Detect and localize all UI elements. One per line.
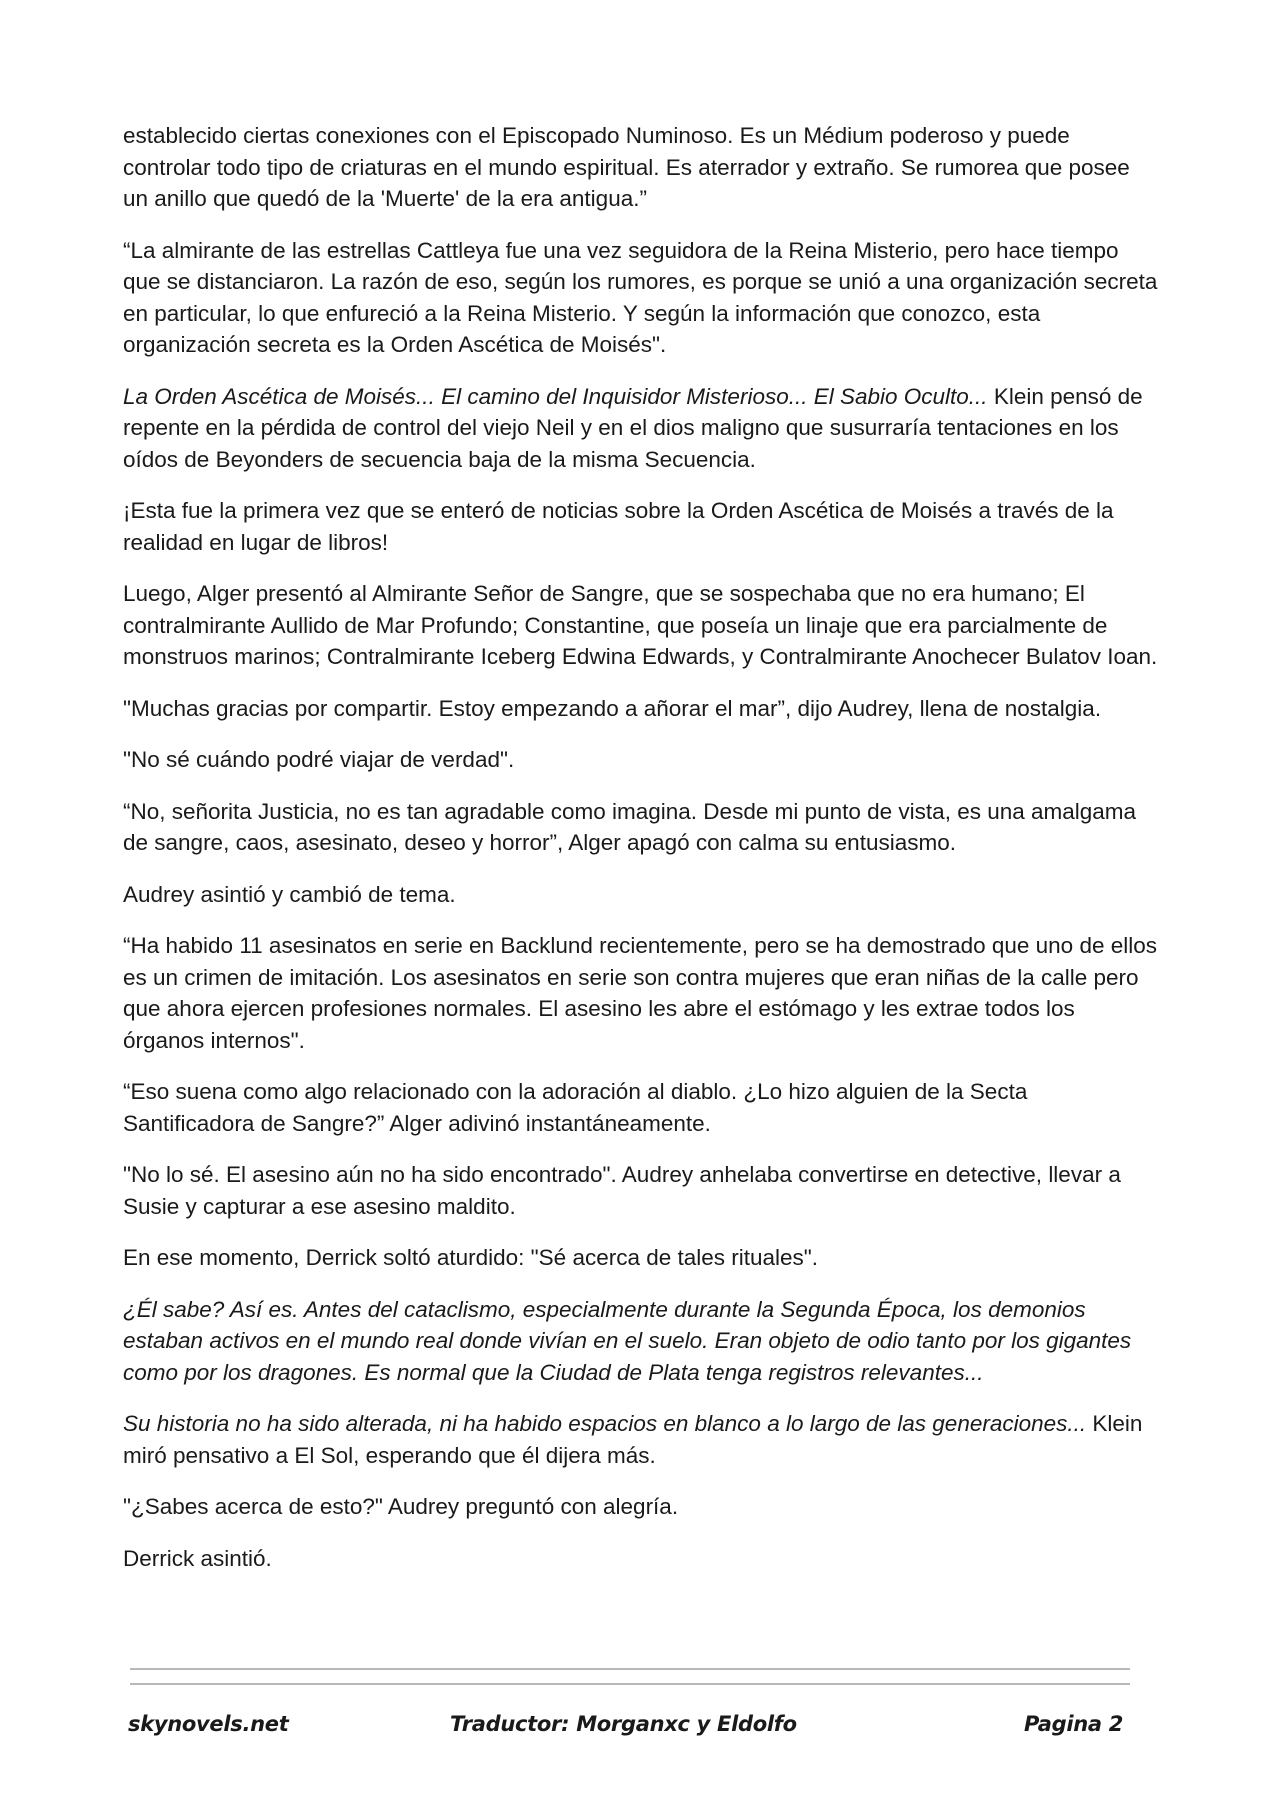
paragraph [123,1159,1158,1222]
paragraph-text: establecido ciertas conexiones con el Episcopado Numinoso. Es un Médium poderoso y puede controlar todo tipo de criaturas en el mundo espiritual. Es aterrador y extraño. Se rumorea que posee un anillo que quedó de la 'Muerte' de la era antigua.” [123,123,1130,211]
paragraph-text: “Ha habido 11 asesinatos en serie en Backlund recientemente, pero se ha demostrado que uno de ellos es un crimen de imitación. Los asesinatos en serie son contra mujeres que eran niñas de la calle pero que ahora ejercen profesiones normales. El asesino les abre el estómago y les extrae todos los órganos internos". [123,933,1158,1053]
paragraph [123,693,1158,725]
paragraph-text: Audrey asintió y cambió de tema. [123,881,456,907]
paragraph [123,1242,1158,1274]
footer-divider-bottom [130,1683,1130,1685]
paragraph-italic-text: La Orden Ascética de Moisés... El camino del Inquisidor Misterioso... El Sabio Oculto... [123,383,988,409]
paragraph-text: "Muchas gracias por compartir. Estoy empezando a añorar el mar”, dijo Audrey, llena de nostalgia. [123,695,1102,721]
footer-translator: Traductor: Morganxc y Eldolfo [450,1712,797,1736]
paragraph-text: "No lo sé. El asesino aún no ha sido encontrado". Audrey anhelaba convertirse en detective, llevar a Susie y capturar a ese asesino maldito. [123,1162,1121,1219]
paragraph-text: En ese momento, Derrick soltó aturdido: "Sé acerca de tales rituales". [123,1245,819,1270]
paragraph [123,796,1158,859]
paragraph [123,578,1158,673]
footer-divider-top [130,1668,1130,1670]
paragraph-text: Klein miró pensativo a El Sol, esperando que él dijera más. [123,1411,1143,1468]
paragraph-text: Luego, Alger presentó al Almirante Señor de Sangre, que se sospechaba que no era humano; El contralmirante Aullido de Mar Profundo; Constantine, que poseía un linaje que era parcialmente de monstruos marinos; Contralmirante Iceberg Edwina Edwards, y Contralmirante Anochecer Bulatov Ioan. [123,581,1158,669]
paragraph [123,1543,1158,1575]
paragraph-italic-text: ¿Él sabe? Así es. Antes del cataclismo, especialmente durante la Segunda Época, los demonios estaban activos en el mundo real donde vivían en el suelo. Eran objeto de odio tanto por los gigantes como por los dragones. Es normal que la Ciudad de Plata tenga registros relevantes... [123,1296,1132,1385]
paragraph [123,744,1158,776]
paragraph [123,1491,1158,1523]
paragraph-text: “No, señorita Justicia, no es tan agradable como imagina. Desde mi punto de vista, es una amalgama de sangre, caos, asesinato, deseo y horror”, Alger apagó con calma su entusiasmo. [123,798,1137,855]
paragraph-text: ¡Esta fue la primera vez que se enteró de noticias sobre la Orden Ascética de Moisés a través de la realidad en lugar de libros! [123,498,1114,555]
paragraph-text: “Eso suena como algo relacionado con la adoración al diablo. ¿Lo hizo alguien de la Secta Santificadora de Sangre?” Alger adivinó instantáneamente. [123,1079,1028,1136]
body-text [123,120,1158,1574]
paragraph [123,1076,1158,1139]
paragraph-text: “La almirante de las estrellas Cattleya fue una vez seguidora de la Reina Misterio, pero hace tiempo que se distanciaron. La razón de eso, según los rumores, es porque se unió a una organización secreta en particular, lo que enfureció a la Reina Misterio. Y según la información que conozco, esta organización secreta es la Orden Ascética de Moisés". [123,237,1158,357]
paragraph [123,495,1158,558]
paragraph-text: "No sé cuándo podré viajar de verdad". [123,747,515,772]
paragraph [123,235,1158,361]
paragraph [123,1408,1158,1471]
paragraph-text: Klein pensó de repente en la pérdida de control del viejo Neil y en el dios maligno que susurraría tentaciones en los oídos de Beyonders de secuencia baja de la misma Secuencia. [123,383,1143,472]
paragraph-text: Derrick asintió. [123,1545,272,1571]
paragraph [123,120,1158,215]
paragraph [123,879,1158,911]
paragraph [123,381,1158,476]
paragraph-italic-text: Su historia no ha sido alterada, ni ha habido espacios en blanco a lo largo de las generaciones... [123,1411,1087,1436]
footer-site: skynovels.net [128,1712,289,1736]
footer-page-number: Pagina 2 [1024,1712,1124,1736]
paragraph [123,930,1158,1056]
paragraph [123,1294,1158,1389]
paragraph-text: "¿Sabes acerca de esto?" Audrey preguntó con alegría. [123,1494,679,1519]
